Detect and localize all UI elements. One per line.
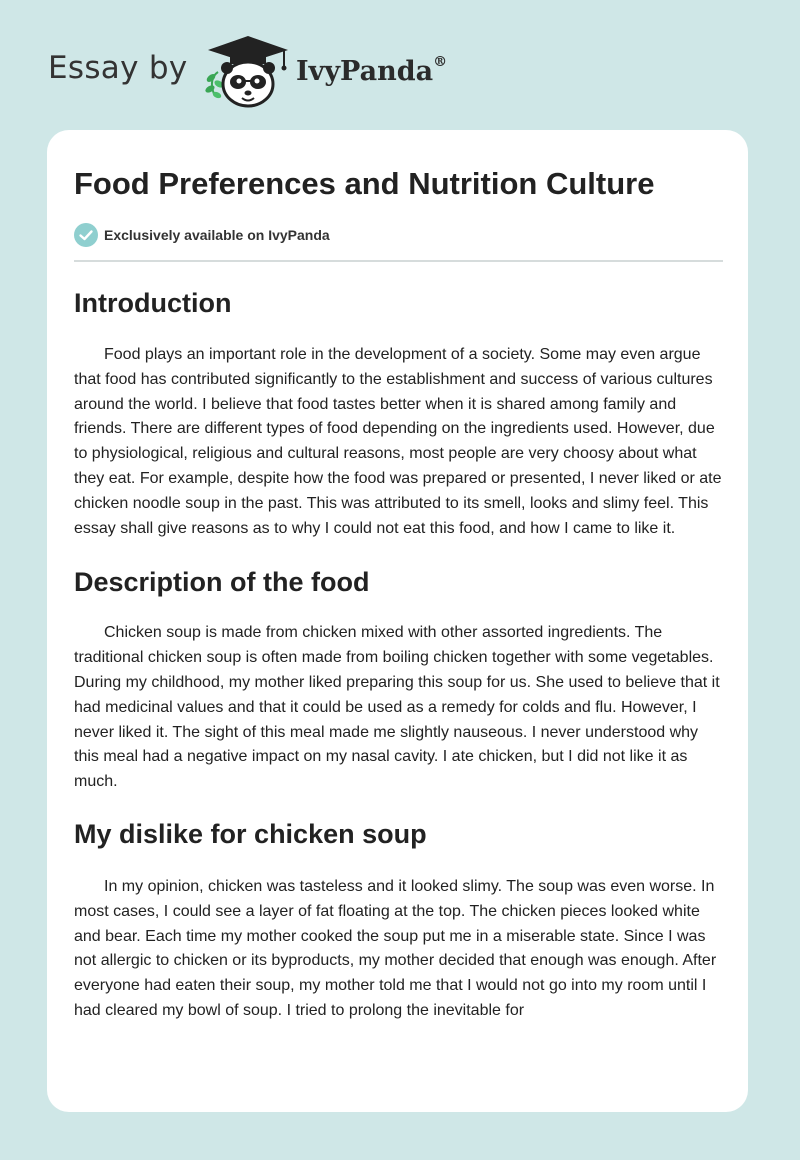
page-title: Food Preferences and Nutrition Culture [74,166,655,201]
registered-mark: ® [433,54,448,70]
essay-content [74,164,723,1024]
exclusive-label: Exclusively available on IvyPanda [104,227,330,243]
check-badge-icon [74,223,98,247]
section-heading-introduction: Introduction [74,288,232,318]
essay-card [47,130,748,1112]
section-paragraph-introduction: Food plays an important role in the development of a society. Some may even argue that food has contributed significantly to the establishment and success of various cultures around the world. I believe that food tastes better when it is shared among family and friends. There are different types of food depending on the ingredients used. However, due to physiological, religious and cultural reasons, most people are very choosy about what they eat. For example, despite how the food was prepared or presented, I never liked or ate chicken noodle soup in the past. This was attributed to its smell, looks and slimy feel. This essay shall give reasons as to why I could not eat this food, and how I came to like it. [74,346,722,537]
site-header [0,0,800,130]
section-paragraph-description: Chicken soup is made from chicken mixed with other assorted ingredients. The traditional chicken soup is often made from boiling chicken together with some vegetables. During my childhood, my mother liked preparing this soup for us. She used to believe that it had medicinal values and that it could be used as a remedy for colds and flu. However, I never liked it. The sight of this meal made me slightly nauseous. I never understood why this meal had a negative impact on my nasal cavity. I ate chicken, but I did not like it as much. [74,624,720,791]
section-paragraph-dislike: In my opinion, chicken was tasteless and it looked slimy. The soup was even worse. In most cases, I could see a layer of fat floating at the top. The chicken pieces looked white and bear. Each time my mother cooked the soup put me in a miserable state. Since I was not allergic to chicken or its byproducts, my mother decided that enough was enough. After everyone had eaten their soup, my mother told me that I would not go into my room until I had cleared my bowl of soup. I tried to prolong the inevitable for [74,877,717,1019]
title-divider [74,260,723,262]
section-heading-description: Description of the food [74,567,370,598]
brand-name[interactable] [296,56,447,87]
panda-logo-icon[interactable] [200,32,296,110]
exclusive-badge [74,222,723,248]
section-heading-dislike: My dislike for chicken soup [74,818,427,849]
brand-text: IvyPanda [296,56,434,87]
essay-by-label: Essay by [48,50,188,86]
